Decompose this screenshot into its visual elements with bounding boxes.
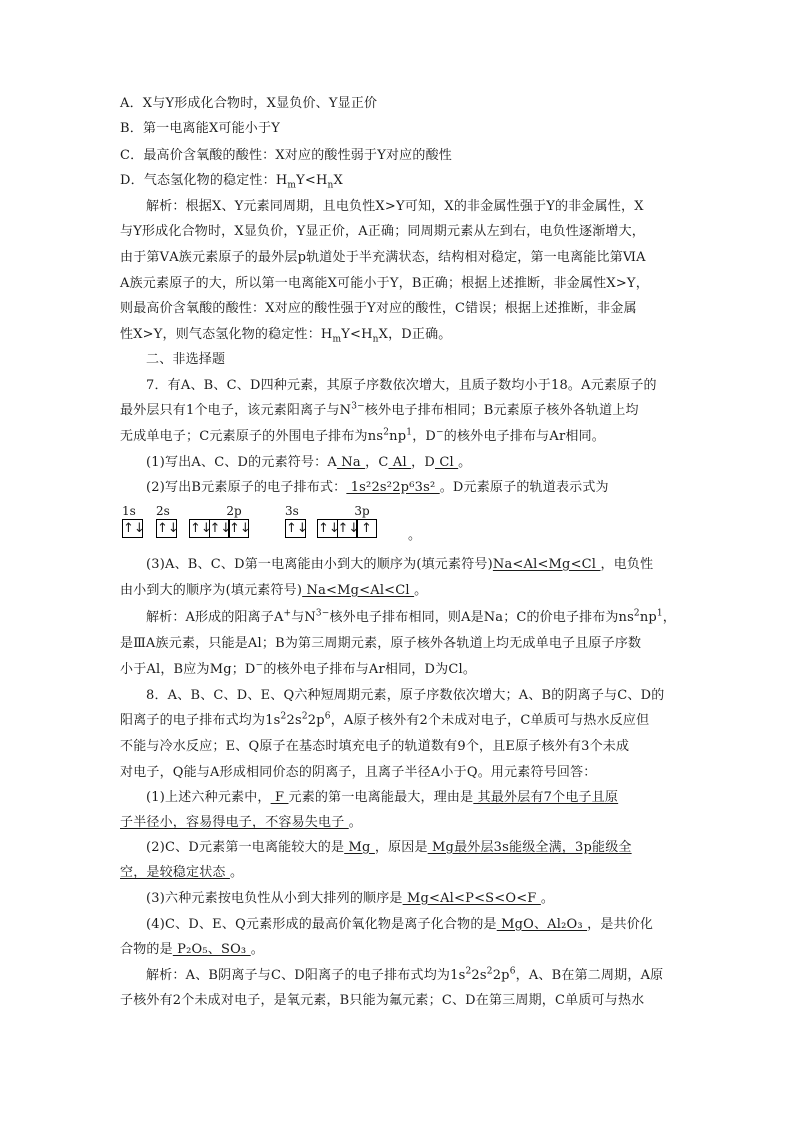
q7-line1: 7．有A、B、C、D四种元素，其原子序数依次增大，且质子数均小于18。A元素原子的 [146,378,657,393]
orbital-3p: 3p ↑↓ ↑↓ ↑ [317,504,407,540]
analysis-7-line3: 小于Al，B应为Mg；D−的核外电子排布与Ar相同，D为Cl。 [120,660,477,677]
orbital-3s: 3s ↑↓ [285,504,308,536]
q8-part4-line1: (4)C、D、E、Q元素形成的最高价氧化物是离子化合物的是 MgO、Al₂O₃ ，是共价化 [146,917,654,932]
analysis-8-line1: 解析：A、B阴离子与C、D阳离子的电子排布式均为$1s^22s^22p^6$，A、B在第二周期，A原 [146,966,664,983]
q8-part4-line2: 合物的是 P₂O₅、SO₃ 。 [120,942,264,957]
option-c: C．最高价含氧酸的酸性：X对应的酸性弱于Y对应的酸性 [120,148,452,163]
orbital-2p: 2p ↑↓ ↑↓ ↑↓ [190,504,251,536]
q8-line1: 8．A、B、C、D、E、Q六种短周期元素，原子序数依次增大；A、B的阴离子与C、D的 [146,688,665,703]
q8-part1-line1: (1)上述六种元素中， F 元素的第一电离能最大，理由是 其最外层有7个电子且原 [146,790,619,805]
section-heading: 二、非选择题 [146,352,226,367]
q7-line3: 无成单电子；C元素原子的外围电子排布为$ns^2np^1$，D−的核外电子排布与Ar相同。 [120,427,605,444]
q8-line4: 对电子，Q能与A形成相同价态的阴离子，且离子半径A小于Q。用元素符号回答： [120,765,597,780]
orbital-box: ↑↓ [337,521,360,536]
orbital-box: ↑↓ [318,521,340,536]
option-b: B．第一电离能X可能小于Y [120,121,280,136]
analysis-6-line3: 由于第ⅤA族元素原子的最外层p轨道处于半充满状态，结构相对稳定，第一电离能比第ⅥA [120,250,646,265]
q7-part1: (1)写出A、C、D的元素符号：A Na ，C Al ，D Cl 。 [146,455,472,470]
orbital-box: ↑ [356,519,377,538]
orbital-period: 。 [408,528,422,543]
option-d: D．气态氢化物的稳定性：$H_mY<H_nX$ [120,173,343,191]
analysis-7-line2: 是ⅢA族元素，只能是Al；B为第三周期元素，原子核外各轨道上均无成单电子且原子序数 [120,636,642,651]
q8-part2-line1: (2)C、D元素第一电离能较大的是 Mg ，原因是 Mg最外层3s能级全满，3p能级全 [146,840,632,855]
orbital-box: ↑↓ [157,521,179,536]
q8-part3: (3)六种元素按电负性从小到大排列的顺序是 Mg<Al<P<S<O<F 。 [146,891,555,906]
q8-line3: 不能与冷水反应；E、Q原子在基态时填充电子的轨道数有9个，且E原子核外有3个未成 [120,739,630,754]
analysis-6-line4: A族元素原子的大，所以第一电离能X可能小于Y，B正确；根据上述推断，非金属性X>Y， [120,276,649,291]
q8-part1-line2: 子半径小，容易得电子，不容易失电子 。 [120,815,362,830]
orbital-box: ↑↓ [209,521,232,536]
q8-part2-line2: 空，是较稳定状态 。 [120,865,244,880]
orbital-2s: 2s ↑↓ [156,504,179,536]
orbital-box: ↑↓ [286,521,308,536]
analysis-6-line1: 解析：根据X、Y元素同周期，且电负性X>Y可知，X的非金属性强于Y的非金属性，X [146,199,644,214]
q7-part3-line1: (3)A、B、C、D第一电离能由小到大的顺序为(填元素符号)Na<Al<Mg<Cl ，电负性 [146,557,654,572]
q7-part2: (2)写出B元素原子的电子排布式： 1s²2s²2p⁶3s² 。D元素原子的轨道表示式为 [146,480,609,495]
q7-part3-line2: 由小到大的顺序为(填元素符号) Na<Mg<Al<Cl 。 [120,583,428,598]
analysis-7-line1: 解析：A形成的阳离子A+与$N^{3-}$核外电子排布相同，则A是Na；C的价电子排布为$ns^2np^1$， [146,608,676,625]
analysis-6-line2: 与Y形成化合物时，X显负价，Y显正价，A正确；同周期元素从左到右，电负性逐渐增大， [120,224,646,239]
analysis-8-line2: 子核外有2个未成对电子，是氧元素，B只能为氟元素；C、D在第三周期，C单质可与热水 [120,993,645,1008]
option-a: A．X与Y形成化合物时，X显负价、Y显正价 [120,96,378,111]
analysis-6-line5: 则最高价含氧酸的酸性：X对应的酸性强于Y对应的酸性，C错误；根据上述推断，非金属 [120,301,637,316]
orbital-box: ↑↓ [123,521,145,536]
q8-line2: 阳离子的电子排布式均为$1s^22s^22p^6$，A原子核外有2个未成对电子，C单质可与热水反应但 [120,711,650,728]
analysis-6-line6: 性X>Y，则气态氢化物的稳定性：$H_mY<H_nX$，D正确。 [120,327,452,345]
orbital-1s: 1s ↑↓ [122,504,145,536]
q7-line2: 最外层只有1个电子，该元素阳离子与$N^{3-}$核外电子排布相同；B元素原子核外各轨道上均 [120,401,639,418]
orbital-box: ↑↓ [229,521,251,536]
orbital-box: ↑↓ [190,521,212,536]
